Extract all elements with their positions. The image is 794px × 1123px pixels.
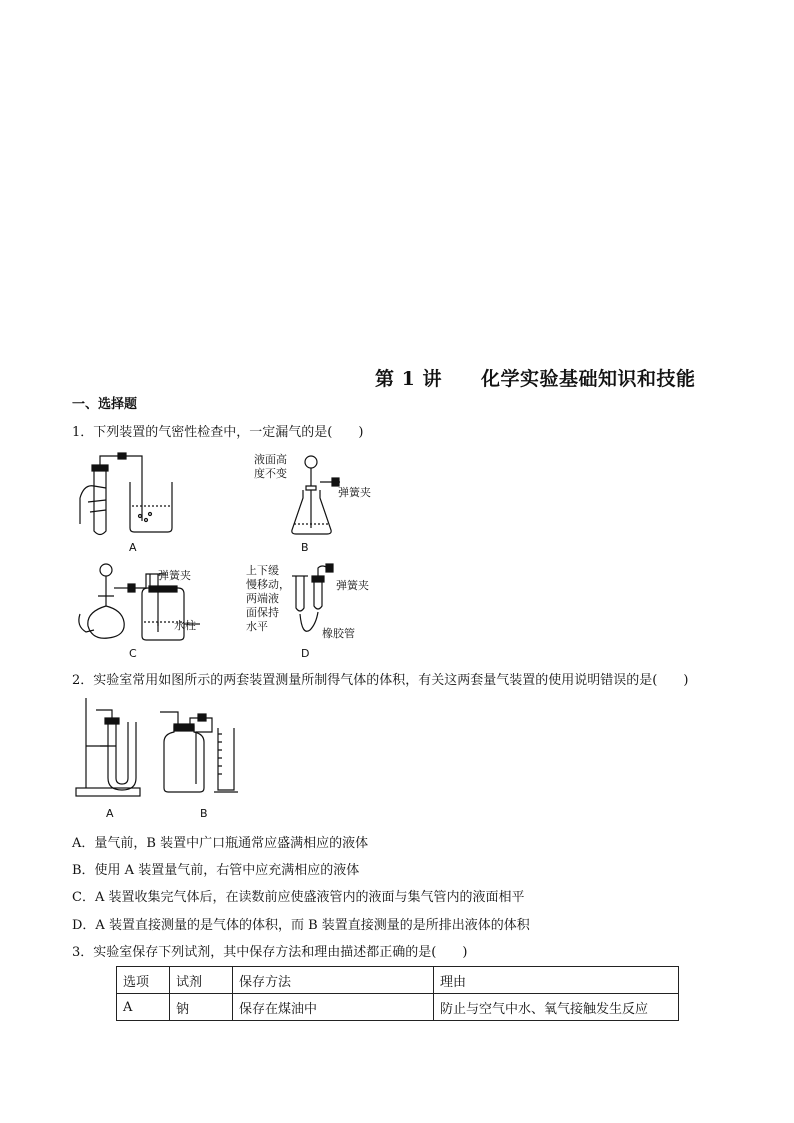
question-2-option-a: A．量气前，B 装置中广口瓶通常应盛满相应的液体 [72, 836, 369, 851]
b-clip-label: 弹簧夹 [338, 486, 371, 499]
section-heading: 一、选择题 [72, 397, 138, 412]
question-2-figure [72, 694, 252, 822]
table-cell: 保存在煤油中 [233, 994, 434, 1021]
d-annotation-4: 面保持 [246, 606, 279, 619]
apparatus-b-drawing [160, 712, 238, 792]
table-cell: 防止与空气中水、氧气接触发生反应 [434, 994, 679, 1021]
b-annotation-2: 度不变 [254, 467, 287, 480]
apparatus-a-label: A [106, 807, 114, 820]
table-header-cell: 保存方法 [233, 967, 434, 994]
question-1-stem: 1．下列装置的气密性检查中，一定漏气的是( ) [72, 425, 364, 440]
device-b-label: B [301, 541, 309, 554]
question-1-figure [70, 446, 400, 666]
question-3-stem: 3．实验室保存下列试剂，其中保存方法和理由描述都正确的是( ) [72, 945, 468, 960]
device-d-label: D [301, 647, 310, 660]
table-header-cell: 试剂 [170, 967, 233, 994]
question-2-option-b: B．使用 A 装置量气前，右管中应充满相应的液体 [72, 863, 360, 878]
device-a-label: A [129, 541, 137, 554]
device-d-drawing [292, 564, 333, 631]
question-2-option-d: D．A 装置直接测量的是气体的体积，而 B 装置直接测量的是所排出液体的体积 [72, 918, 530, 933]
b-annotation-1: 液面高 [254, 453, 287, 466]
table-header-cell: 理由 [434, 967, 679, 994]
device-a-drawing [80, 453, 172, 535]
d-clip-label: 弹簧夹 [336, 579, 369, 592]
device-c-label: C [129, 647, 137, 660]
table-cell: A [117, 994, 170, 1021]
page-title: 第 1 讲 化学实验基础知识和技能 [375, 368, 696, 390]
d-annotation-3: 两端液 [246, 592, 279, 605]
d-annotation-5: 水平 [246, 620, 268, 633]
c-water-column-label: 水柱 [174, 619, 196, 632]
d-annotation-1: 上下缓 [246, 564, 279, 577]
apparatus-a-drawing [76, 698, 140, 796]
device-b-drawing [292, 456, 340, 534]
apparatus-b-label: B [200, 807, 208, 820]
table-cell: 钠 [170, 994, 233, 1021]
table-row [117, 994, 679, 1021]
d-annotation-2: 慢移动， [246, 578, 290, 591]
question-2-option-c: C．A 装置收集完气体后，在读数前应使盛液管内的液面与集气管内的液面相平 [72, 890, 525, 905]
table-header-cell: 选项 [117, 967, 170, 994]
d-rubber-tube-label: 橡胶管 [322, 627, 355, 640]
question-2-stem: 2．实验室常用如图所示的两套装置测量所制得气体的体积，有关这两套量气装置的使用说明错误的是( ) [72, 673, 689, 688]
c-clip-label: 弹簧夹 [158, 569, 191, 582]
question-3-table [116, 966, 679, 1021]
table-header-row [117, 967, 679, 994]
